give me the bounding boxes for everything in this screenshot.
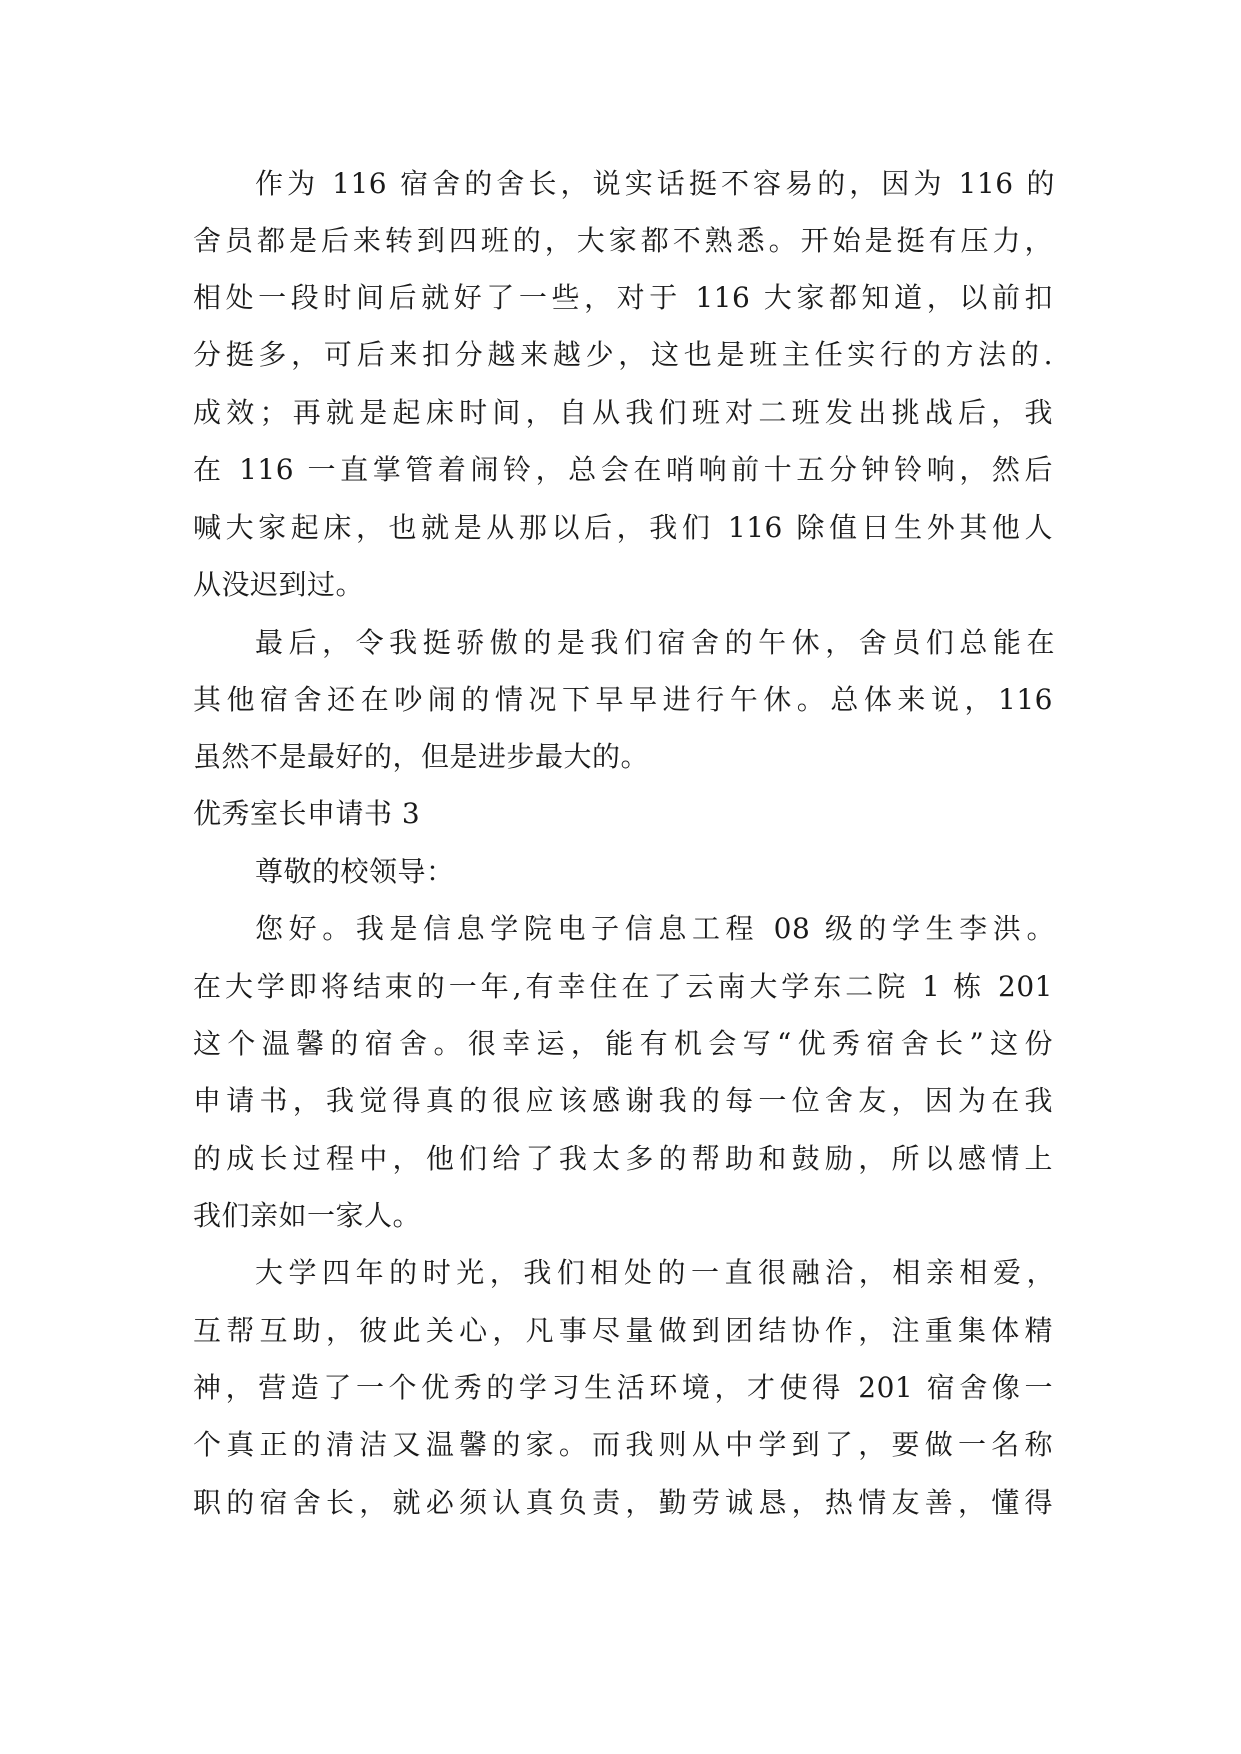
text-line: 其他宿舍还在吵闹的情况下早早进行午休。总体来说，116 bbox=[193, 683, 1053, 716]
text-line: 职的宿舍长，就必须认真负责，勤劳诚恳，热情友善，懂得 bbox=[193, 1486, 1053, 1519]
text-line: 舍员都是后来转到四班的，大家都不熟悉。开始是挺有压力， bbox=[193, 224, 1053, 257]
text-line: 在大学即将结束的一年,有幸住在了云南大学东二院 1 栋 201 bbox=[193, 970, 1053, 1003]
text-line: 成效；再就是起床时间，自从我们班对二班发出挑战后，我 bbox=[193, 396, 1053, 429]
text-line: 虽然不是最好的，但是进步最大的。 bbox=[193, 740, 650, 773]
text-line: 个真正的清洁又温馨的家。而我则从中学到了，要做一名称 bbox=[193, 1428, 1053, 1461]
text-line: 这个温馨的宿舍。很幸运，能有机会写“优秀宿舍长”这份 bbox=[193, 1027, 1053, 1060]
text-line: 在 116 一直掌管着闹铃，总会在哨响前十五分钟铃响，然后 bbox=[193, 453, 1053, 486]
text-line: 最后，令我挺骄傲的是我们宿舍的午休，舍员们总能在 bbox=[255, 626, 1055, 659]
text-line: 的成长过程中，他们给了我太多的帮助和鼓励，所以感情上 bbox=[193, 1142, 1053, 1175]
text-line: 申请书，我觉得真的很应该感谢我的每一位舍友，因为在我 bbox=[193, 1084, 1053, 1117]
text-line: 喊大家起床，也就是从那以后，我们 116 除值日生外其他人 bbox=[193, 511, 1053, 544]
text-line: 互帮互助，彼此关心，凡事尽量做到团结协作，注重集体精 bbox=[193, 1314, 1053, 1347]
text-line: 您好。我是信息学院电子信息工程 08 级的学生李洪。 bbox=[255, 912, 1055, 945]
salutation: 尊敬的校领导： bbox=[255, 855, 455, 888]
section-title: 优秀室长申请书 3 bbox=[193, 797, 421, 830]
text-line: 作为 116 宿舍的舍长，说实话挺不容易的，因为 116 的 bbox=[255, 167, 1055, 200]
text-line: 分挺多，可后来扣分越来越少，这也是班主任实行的方法的. bbox=[193, 338, 1053, 371]
text-line: 从没迟到过。 bbox=[193, 568, 365, 601]
text-line: 我们亲如一家人。 bbox=[193, 1199, 422, 1232]
text-line: 神，营造了一个优秀的学习生活环境，才使得 201 宿舍像一 bbox=[193, 1371, 1053, 1404]
text-line: 相处一段时间后就好了一些，对于 116 大家都知道，以前扣 bbox=[193, 281, 1053, 314]
text-line: 大学四年的时光，我们相处的一直很融洽，相亲相爱， bbox=[255, 1256, 1055, 1289]
